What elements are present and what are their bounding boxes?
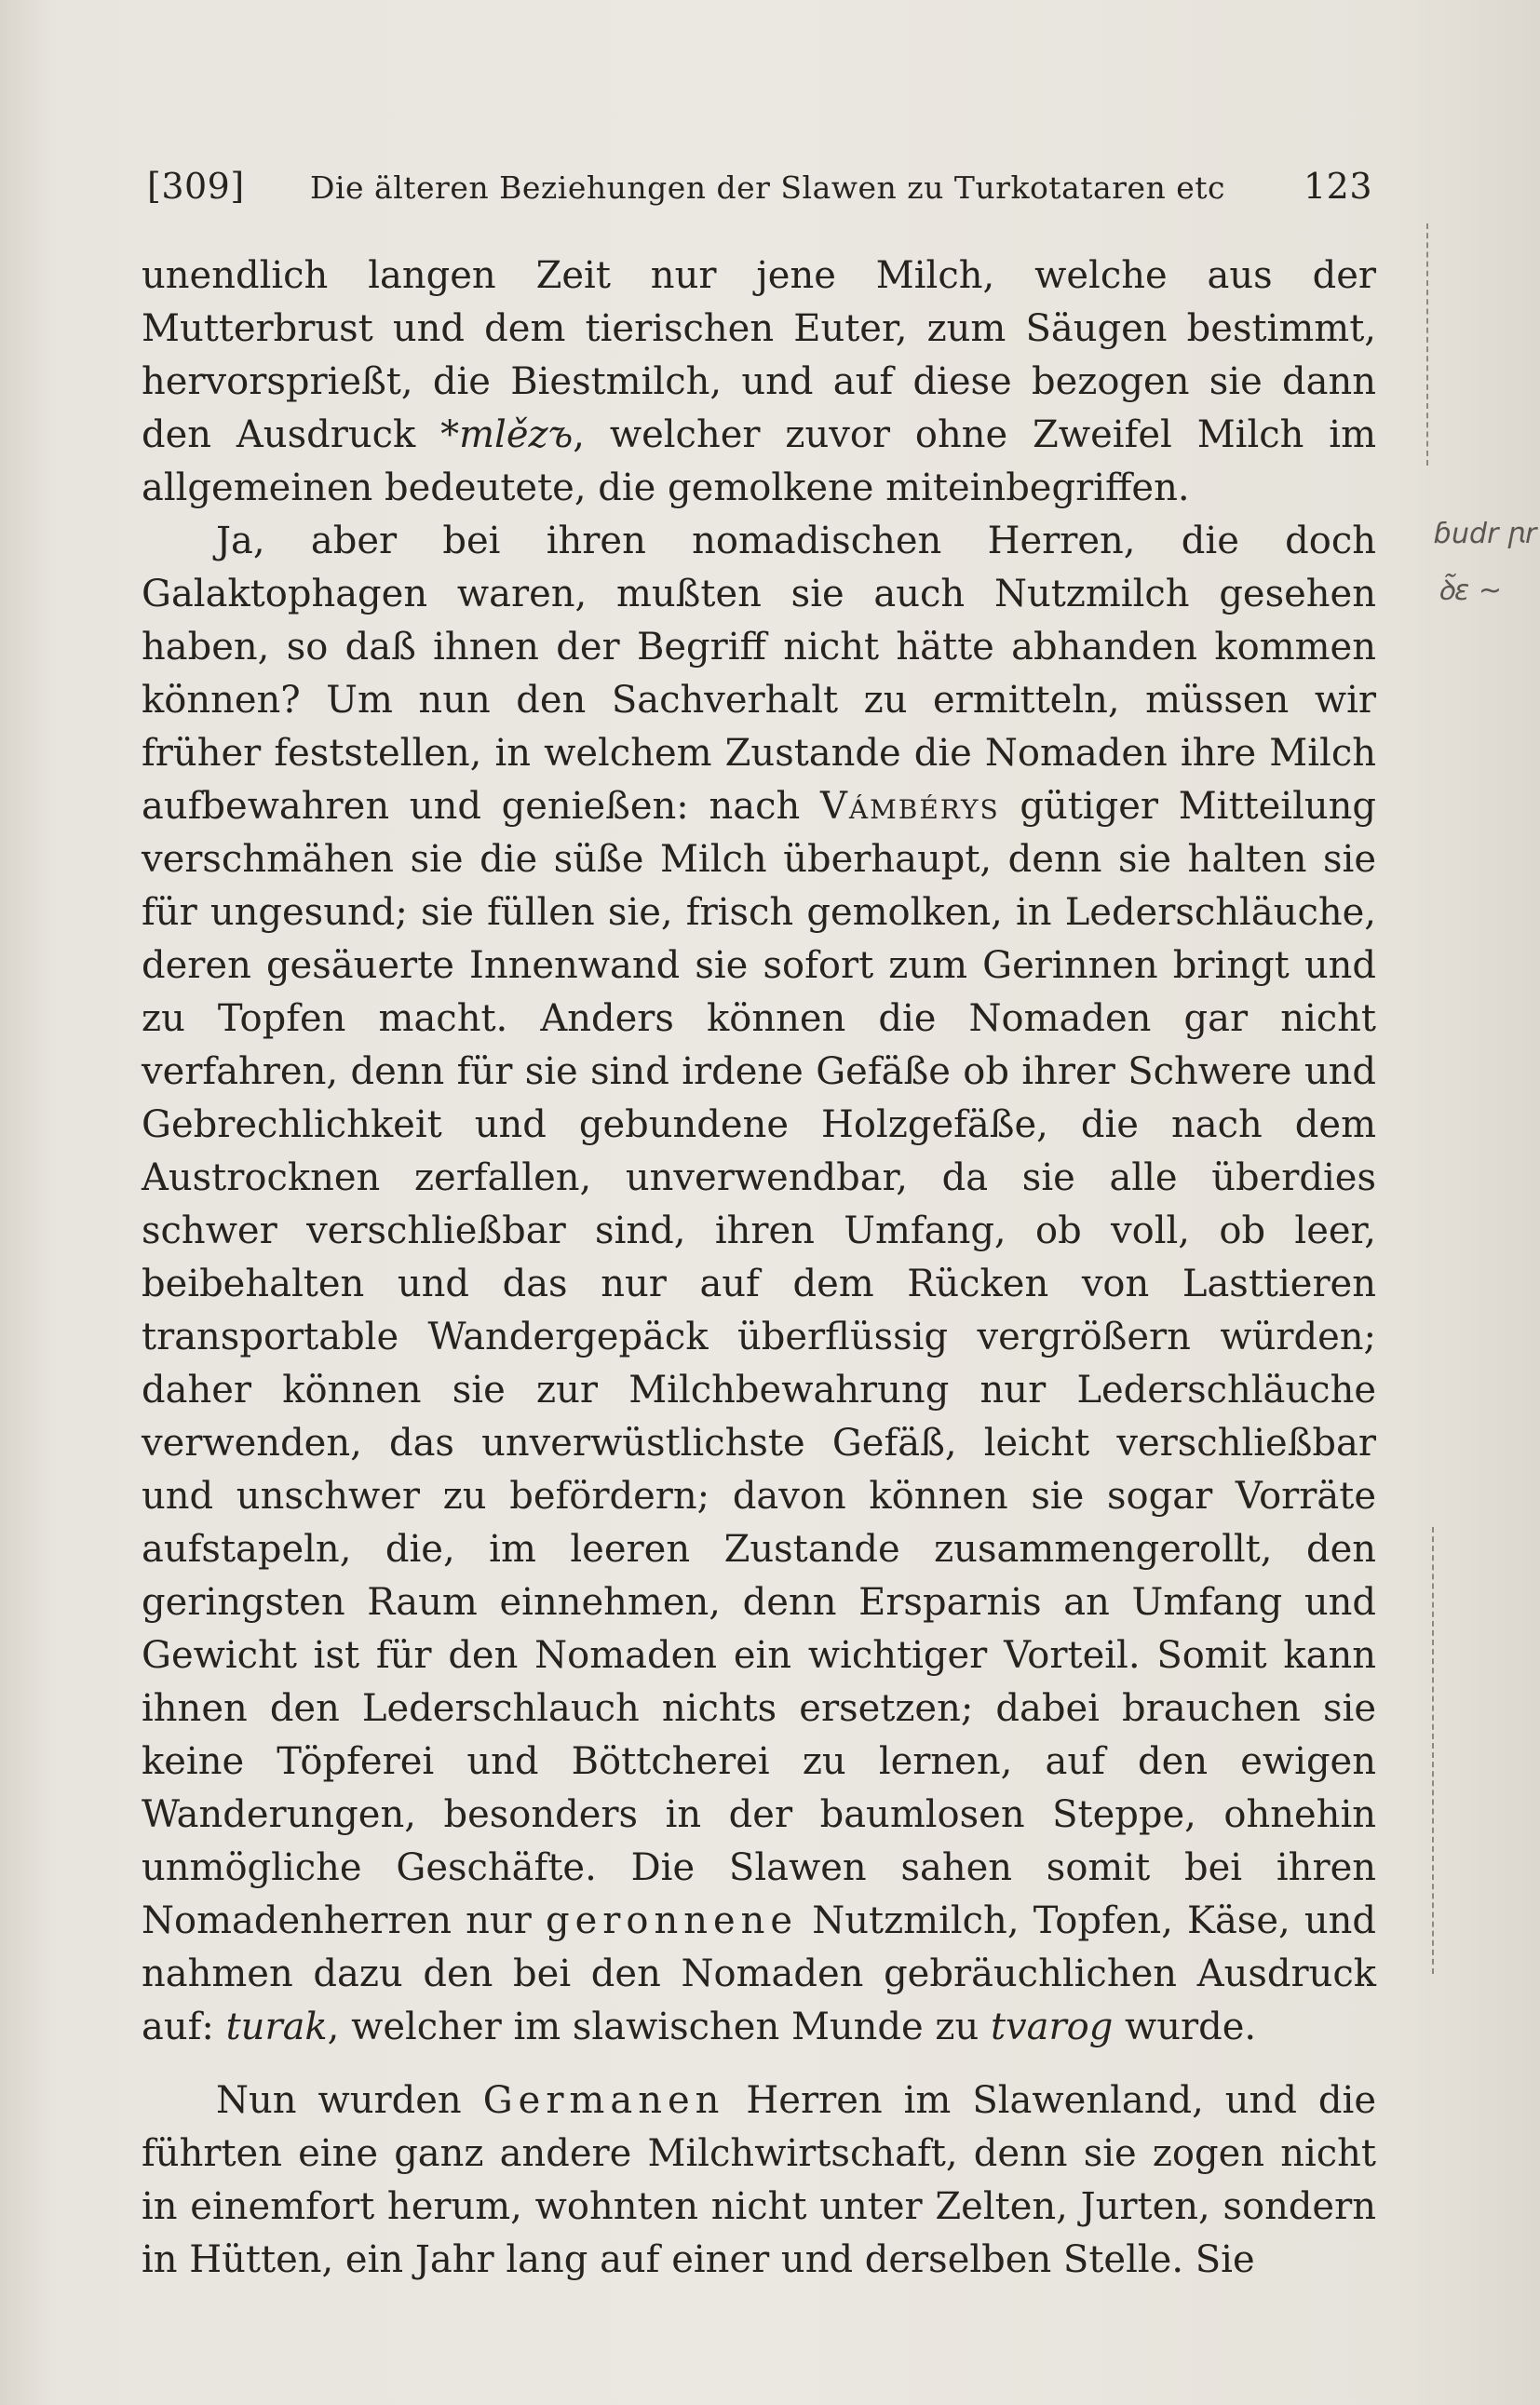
text-run: Herren im Slawenland, und die führten eine ganz andere Milchwirtschaft, denn sie zogen nicht in einemfort herum, wohnten nicht unter Zelten, Jurten, sondern in Hütten, ein Jahr lang auf einer und derselben Stelle. Sie	[142, 2079, 1376, 2281]
text-run: gütiger Mitteilung verschmähen sie die süße Milch überhaupt, denn sie halten sie für ungesund; sie füllen sie, frisch gemolken, in Lederschläuche, deren gesäuerte Innenwand sie sofort zum Gerinnen bringt und zu Topfen macht. Anders können die Nomaden gar nicht verfahren, denn für sie sind irdene Gefäße ob ihrer Schwere und Gebrechlichkeit und gebundene Holzgefäße, die nach dem Austrocknen zerfallen, unverwendbar, da sie alle überdies schwer verschließbar sind, ihren Umfang, ob voll, ob leer, beibehalten und das nur auf dem Rücken von Lasttieren transportable Wandergepäck überflüssig vergrößern würden; daher können sie zur Milchbewahrung nur Lederschläuche verwenden, das unverwüstlichste Gefäß, leicht verschließbar und unschwer zu befördern; davon können sie sogar Vorräte aufstapeln, die, im leeren Zustande zusammengerollt, den geringsten Raum einnehmen, denn Ersparnis an Umfang und Gewicht ist für den Nomaden ein wichtiger Vorteil. Somit kann ihnen den Lederschlauch nichts ersetzen; dabei brauchen sie keine Töpferei und Böttcherei zu lernen, auf den ewigen Wanderungen, besonders in der baumlosen Steppe, ohnehin unmögliche Geschäfte. Die Slawen sahen somit bei ihren Nomadenherren nur	[142, 785, 1376, 1942]
paragraph	[142, 2074, 1376, 2287]
text-spaced: Germanen	[482, 2079, 725, 2122]
pencil-margin-line	[1426, 223, 1428, 466]
text-spaced: geronnene	[545, 1899, 799, 1942]
running-header	[147, 166, 1372, 222]
text-smallcaps: Vámbérys	[819, 785, 1000, 828]
margin-note-1: ɓudr ꞃr	[1434, 518, 1537, 550]
paragraph	[142, 515, 1376, 2054]
text-run: , welcher zuvor ohne Zweifel Milch im allgemeinen bedeutete, die gemolkene miteinbegriffen.	[142, 413, 1376, 509]
text-run: , welcher im slawischen Munde zu	[327, 2006, 991, 2048]
pencil-margin-line-lower	[1432, 1527, 1434, 1974]
text-run: wurde.	[1113, 2006, 1257, 2048]
body-text	[142, 250, 1376, 2287]
margin-note-2: ꝺ̃ɛ ~	[1438, 574, 1502, 607]
page-reference: [309]	[147, 166, 245, 207]
running-title: Die älteren Beziehungen der Slawen zu Turkotataren etc	[310, 169, 1226, 206]
text-italic: tvarog	[990, 2006, 1114, 2048]
text-run: Nun wurden	[216, 2079, 483, 2122]
page-number: 123	[1303, 166, 1372, 207]
text-italic: *mlězъ	[440, 413, 574, 456]
text-run: Nutzmilch, Topfen, Käse, und nahmen dazu den bei den Nomaden gebräuchlichen Ausdruck auf:	[142, 1899, 1376, 2048]
text-italic: turak	[225, 2006, 328, 2048]
text-run: unendlich langen Zeit nur jene Milch, welche aus der Mutterbrust und dem tierischen Euter, zum Säugen bestimmt, hervorsprießt, die Biestmilch, und auf diese bezogen sie dann den Ausdruck	[142, 254, 1376, 456]
paragraph	[142, 250, 1376, 515]
text-run: Ja, aber bei ihren nomadischen Herren, die doch Galaktophagen waren, mußten sie auch Nutzmilch gesehen haben, so daß ihnen der Begriff nicht hätte abhanden kommen können? Um nun den Sachverhalt zu ermitteln, müssen wir früher feststellen, in welchem Zustande die Nomaden ihre Milch aufbewahren und genießen: nach	[142, 520, 1376, 828]
